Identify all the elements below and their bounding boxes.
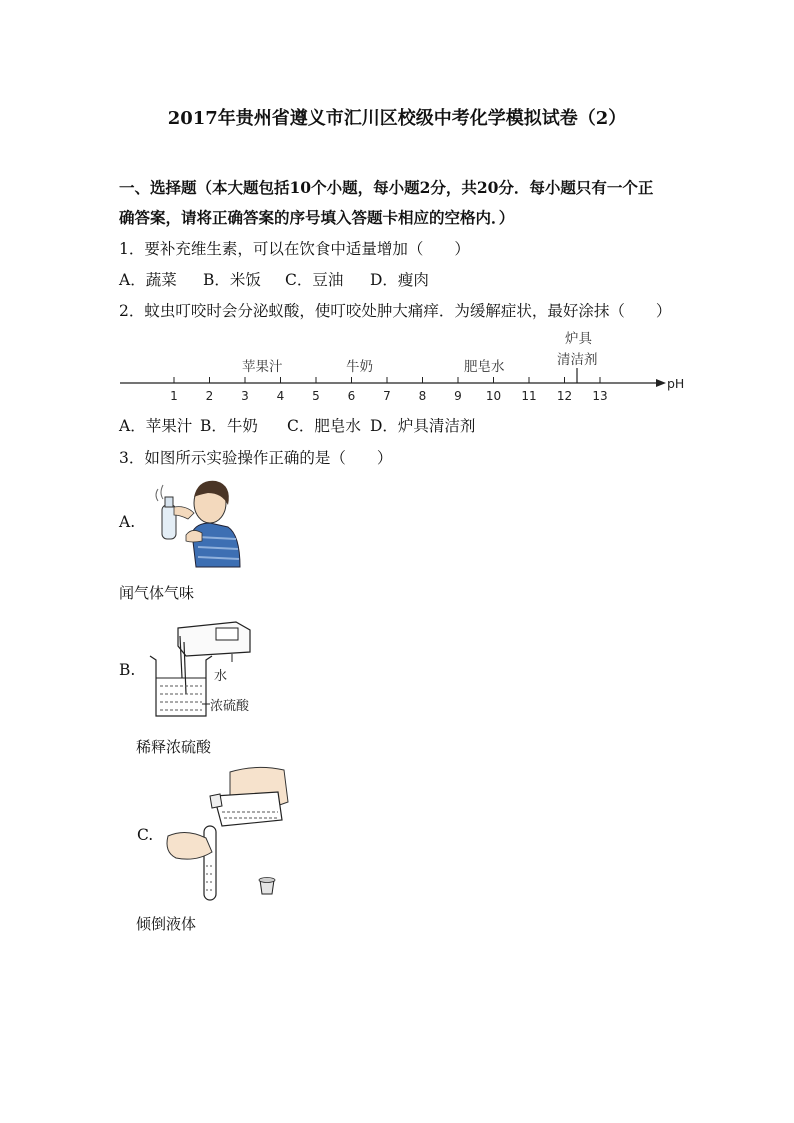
question-3-option-a-letter: A. [119, 513, 136, 531]
question-3-option-c-caption: 倾倒液体 [136, 915, 197, 933]
ph-unit-label: pH [667, 376, 685, 391]
question-1-option-a: A．蔬菜 [119, 271, 177, 289]
question-1-stem: 1．要补充维生素，可以在饮食中适量增加（ ） [119, 240, 470, 258]
section-heading-line1: 一、选择题（本大题包括10个小题，每小题2分，共20分．每小题只有一个正 [119, 178, 654, 197]
ph-tick-label: 9 [454, 389, 462, 403]
question-1-option-d: D．瘦肉 [370, 271, 429, 289]
question-3-stem: 3．如图所示实验操作正确的是（ ） [119, 449, 393, 467]
ph-tick-label: 13 [592, 389, 608, 403]
question-3-option-b-letter: B. [119, 661, 136, 679]
ph-tick-label: 6 [347, 389, 356, 403]
question-2-stem: 2．蚊虫叮咬时会分泌蚁酸，使叮咬处肿大痛痒．为缓解症状，最好涂抹（ ） [119, 302, 672, 320]
pouring-liquid-illustration [160, 762, 295, 906]
ph-tick-label: 11 [521, 389, 537, 403]
label-water: 水 [214, 669, 228, 684]
label-cleaner-line1: 炉具 [565, 331, 592, 347]
ph-tick-label: 3 [241, 389, 249, 403]
question-3-option-b-caption: 稀释浓硫酸 [136, 738, 212, 756]
dilute-sulfuric-acid-illustration [146, 612, 266, 724]
ph-tick-label: 7 [383, 389, 391, 403]
ph-tick-label: 4 [276, 389, 285, 403]
question-1-option-c: C．豆油 [285, 271, 344, 289]
question-3-option-a-caption: 闻气体气味 [119, 584, 195, 602]
smelling-gas-illustration [148, 475, 243, 570]
ph-tick-label: 5 [312, 389, 320, 403]
ph-scale-figure [118, 330, 688, 410]
label-cleaner-line2: 清洁剂 [557, 352, 598, 368]
question-2-option-b: B．牛奶 [200, 417, 258, 435]
question-2-option-d: D．炉具清洁剂 [370, 417, 476, 435]
ph-tick-label: 8 [418, 389, 427, 403]
ph-tick-label: 10 [485, 389, 502, 403]
question-2-option-a: A．苹果汁 [119, 417, 193, 435]
ph-ticks [170, 377, 607, 403]
page-title: 2017年贵州省遵义市汇川区校级中考化学模拟试卷（2） [167, 108, 627, 129]
ph-axis-arrow [656, 379, 666, 387]
ph-tick-label: 2 [205, 389, 214, 403]
ph-tick-label: 12 [556, 389, 573, 403]
question-3-option-c-letter: C. [137, 826, 154, 844]
question-1-option-b: B．米饭 [203, 271, 261, 289]
label-soap-water: 肥皂水 [464, 359, 505, 375]
ph-tick-label: 1 [170, 389, 178, 403]
label-milk: 牛奶 [346, 359, 373, 375]
question-2-option-c: C．肥皂水 [287, 417, 361, 435]
label-apple-juice: 苹果汁 [242, 359, 283, 375]
label-concentrated-sulfuric-acid: 浓硫酸 [210, 699, 250, 714]
section-heading-line2: 确答案，请将正确答案的序号填入答题卡相应的空格内．） [119, 208, 515, 227]
